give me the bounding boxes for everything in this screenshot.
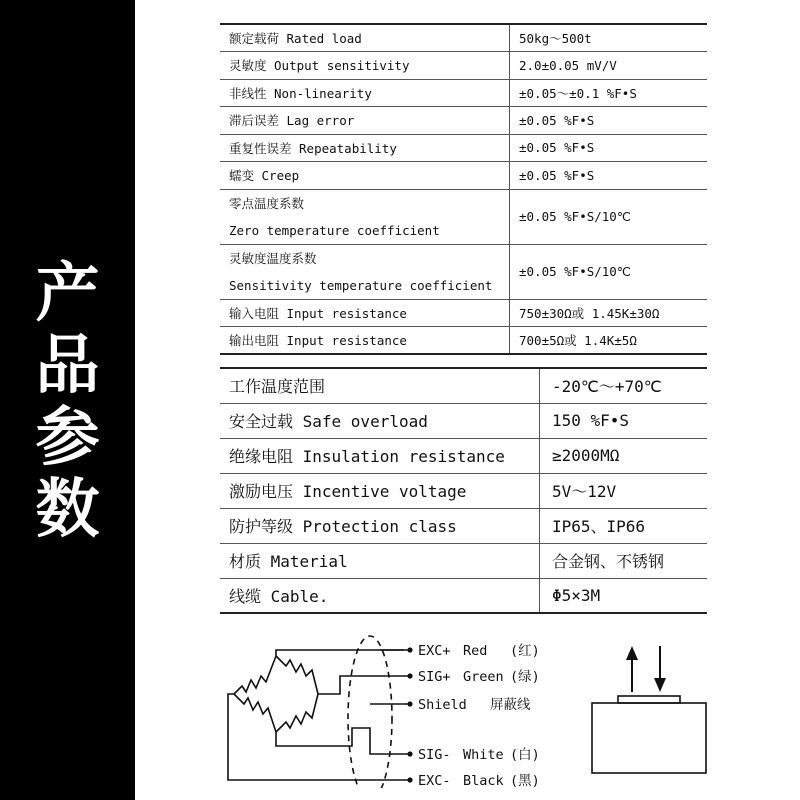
table-row [220,24,707,52]
spec-value: 150 %F•S [540,403,708,438]
table-row [220,543,707,578]
spec-value: 5V～12V [540,473,708,508]
spec-label [220,189,510,244]
wire-sig-plus [318,676,410,694]
spec-value: 50kg～500t [510,24,708,52]
spec-label-en: Sensitivity temperature coefficient [229,277,493,293]
spec-label-cn: 灵敏度温度系数 [229,250,317,266]
spec-value: ±0.05～±0.1 %F•S [510,79,708,107]
wire-color-label: Black [463,773,504,788]
wire-signal-label: Shield [418,697,467,713]
spec-value: ±0.05 %F•S/10℃ [510,189,708,244]
spec-value: ±0.05 %F•S [510,162,708,190]
spec-label: 滞后误差 Lag error [220,107,510,135]
arrow-down-icon [654,678,666,692]
wire-signal-label: EXC- [418,773,451,788]
spec-label: 材质 Material [220,543,540,578]
wiring-diagram-svg [220,628,710,788]
wire-color-label: White [463,747,504,763]
sidebar-title-char: 参 [35,401,100,475]
spec-value: 750±30Ω或 1.45K±30Ω [510,299,708,327]
spec-label: 非线性 Non-linearity [220,79,510,107]
resistor-top-left [234,656,276,694]
spec-value: 700±5Ω或 1.4K±5Ω [510,327,708,355]
spec-label-en: Zero temperature coefficient [229,222,440,238]
sidebar-title-char: 品 [35,329,100,403]
spec-label: 额定载荷 Rated load [220,24,510,52]
load-cell-button [618,696,680,703]
spec-label: 安全过载 Safe overload [220,403,540,438]
sidebar-title-char: 数 [35,473,100,547]
resistor-bottom-right [276,694,318,732]
wire-color-cn-label: (红) [510,643,540,659]
table-row [220,79,707,107]
spec-label: 绝缘电阻 Insulation resistance [220,438,540,473]
spec-value: ≥2000MΩ [540,438,708,473]
terminal-dot [407,647,412,652]
terminal-dot [407,777,412,782]
table-row [220,299,707,327]
spec-label: 重复性误差 Repeatability [220,134,510,162]
table-row [220,244,707,299]
spec-label-cn: 零点温度系数 [229,195,305,211]
resistor-bottom-left [234,694,276,732]
sidebar-title-char: 产 [35,257,100,331]
table-row [220,107,707,135]
spec-value: ±0.05 %F•S/10℃ [510,244,708,299]
load-cell-body [592,703,706,773]
spec-value: 2.0±0.05 mV/V [510,52,708,80]
spec-label: 防护等级 Protection class [220,508,540,543]
table-row [220,368,707,403]
wire-color-cn-label: (绿) [510,669,540,685]
spec-value: Φ5×3M [540,578,708,613]
wire-color-cn-label: (白) [510,747,540,763]
spec-label [220,244,510,299]
table-row [220,134,707,162]
wire-color-label: Red [463,643,488,659]
table-row [220,327,707,355]
table-row [220,578,707,613]
spec-value: ±0.05 %F•S [510,107,708,135]
table-row [220,508,707,543]
spec-value: IP65、IP66 [540,508,708,543]
cable-ellipse [348,636,392,788]
wire-sig-minus [276,728,410,754]
wire-signal-label: EXC+ [418,643,451,659]
spec-value: 合金钢、不锈钢 [540,543,708,578]
terminal-dot [407,701,412,706]
wire-exc-plus [276,650,410,656]
spec-label: 输出电阻 Input resistance [220,327,510,355]
sidebar [0,0,135,800]
spec-value: -20℃～+70℃ [540,368,708,403]
terminal-dot [407,673,412,678]
wire-signal-label: SIG+ [418,669,451,685]
table-row [220,438,707,473]
table-row [220,162,707,190]
spec-value: ±0.05 %F•S [510,134,708,162]
bridge-circuit [228,636,410,788]
spec-table-secondary [220,367,707,614]
spec-label: 蠕变 Creep [220,162,510,190]
table-row [220,403,707,438]
resistor-top-right [276,656,318,694]
terminal-dot [407,751,412,756]
table-row [220,473,707,508]
wiring-diagram [220,628,710,788]
sidebar-title [0,258,135,546]
spec-label: 灵敏度 Output sensitivity [220,52,510,80]
wire-color-label: Green [463,669,504,685]
table-row [220,52,707,80]
spec-label: 激励电压 Incentive voltage [220,473,540,508]
wire-color-cn-label: 屏蔽线 [490,697,531,713]
wire-terminals [407,647,412,782]
table-row [220,189,707,244]
load-cell-illustration [592,646,706,773]
spec-label: 工作温度范围 [220,368,540,403]
spec-label: 线缆 Cable. [220,578,540,613]
arrow-up-icon [626,646,638,660]
wire-signal-label: SIG- [418,747,451,763]
spec-table-primary [220,23,707,355]
wire-color-cn-label: (黑) [510,773,540,788]
spec-label: 输入电阻 Input resistance [220,299,510,327]
